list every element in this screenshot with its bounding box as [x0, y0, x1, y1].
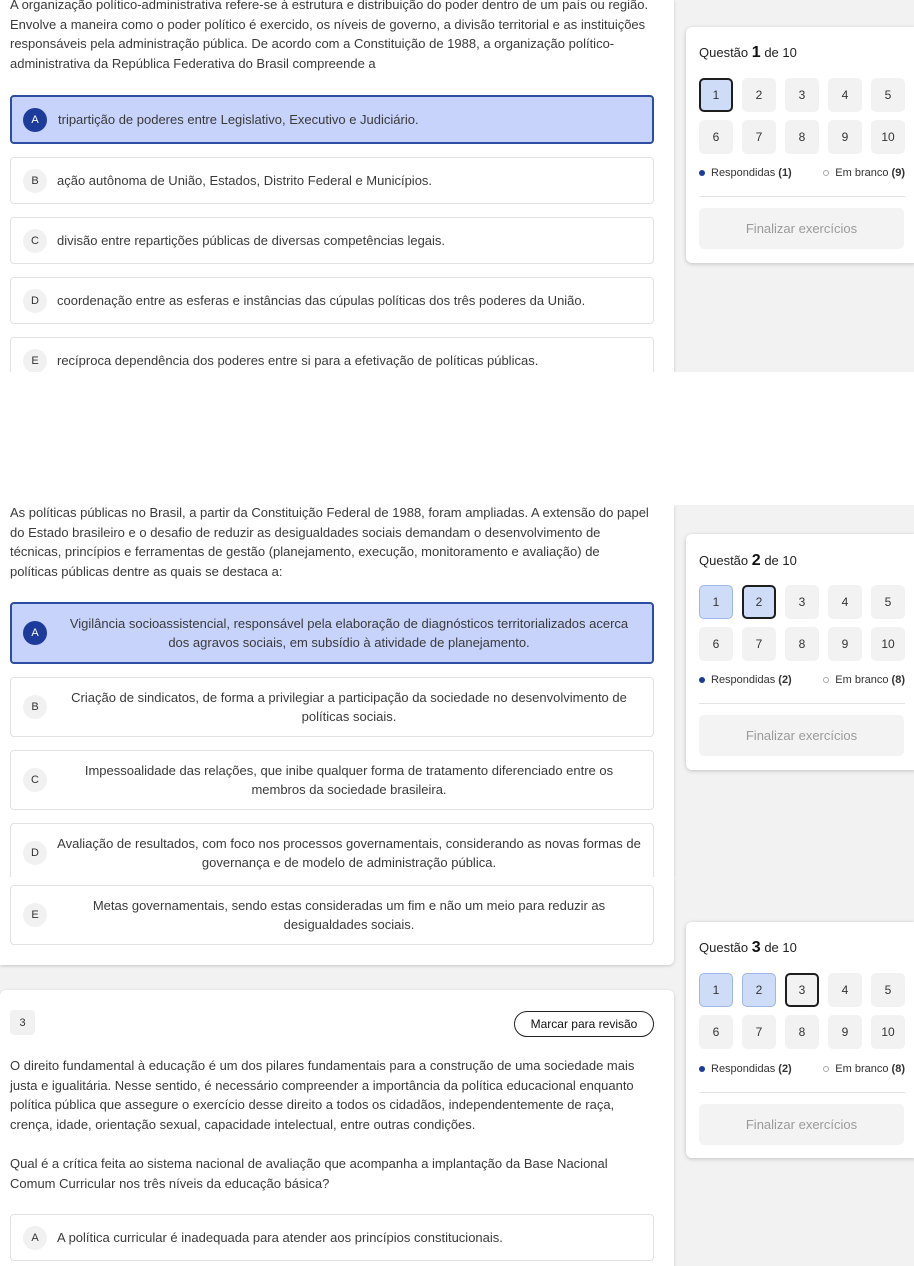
option-d[interactable] [10, 277, 654, 324]
option-letter: C [23, 229, 47, 253]
question-grid [699, 973, 905, 1049]
question-button-10[interactable]: 10 [871, 120, 905, 154]
option-text: divisão entre repartições públicas de diversas competências legais. [57, 232, 446, 248]
option-letter: B [23, 695, 47, 719]
question-button-4[interactable]: 4 [828, 78, 862, 112]
question-card [0, 990, 674, 1266]
divider [699, 703, 905, 704]
answered-legend: Respondidas (1) [699, 167, 792, 179]
option-letter: D [23, 841, 47, 865]
screenshot-segment-1 [0, 0, 914, 372]
question-button-5[interactable]: 5 [871, 78, 905, 112]
question-navigator-panel [686, 922, 914, 1158]
option-a[interactable] [10, 1214, 654, 1261]
question-number-badge: 3 [10, 1010, 35, 1035]
option-letter: D [23, 289, 47, 313]
question-button-1[interactable]: 1 [699, 78, 733, 112]
answer-legend [699, 674, 905, 686]
option-a[interactable] [10, 95, 654, 144]
panel-title: Questão 1 de 10 [699, 44, 797, 61]
option-letter: B [23, 169, 47, 193]
answered-legend: Respondidas (2) [699, 1063, 792, 1075]
option-c[interactable] [10, 217, 654, 264]
option-text: Criação de sindicatos, de forma a privilegiar a participação da sociedade no desenvolvimento de políticas sociais. [71, 689, 627, 724]
question-button-5[interactable]: 5 [871, 585, 905, 619]
current-question-number: 3 [751, 939, 761, 956]
blank-dot-icon [823, 170, 829, 176]
option-d[interactable] [10, 823, 654, 877]
question-button-4[interactable]: 4 [828, 973, 862, 1007]
finalize-button[interactable]: Finalizar exercícios [699, 1104, 904, 1145]
option-text: coordenação entre as esferas e instâncias das cúpulas políticas dos três poderes da União. [57, 292, 586, 308]
option-letter: E [23, 903, 47, 927]
panel-title: Questão 3 de 10 [699, 939, 797, 956]
option-text: ação autônoma de União, Estados, Distrito Federal e Municípios. [57, 172, 433, 188]
question-button-7[interactable]: 7 [742, 627, 776, 661]
question-button-3[interactable]: 3 [785, 973, 819, 1007]
answered-dot-icon [699, 170, 705, 176]
option-letter: C [23, 768, 47, 792]
question-button-9[interactable]: 9 [828, 1015, 862, 1049]
option-text: tripartição de poderes entre Legislativo, Executivo e Judiciário. [58, 111, 419, 127]
question-button-6[interactable]: 6 [699, 120, 733, 154]
finalize-button[interactable]: Finalizar exercícios [699, 208, 904, 249]
option-letter: E [23, 349, 47, 373]
question-card [0, 505, 674, 877]
option-c[interactable] [10, 750, 654, 810]
option-e[interactable] [10, 885, 654, 945]
question-prompt: A organização político-administrativa refere-se à estrutura e distribuição do poder dentro de um país ou região. Envolve a maneira como o poder político é exercido, os níveis de governo, a divisão territorial e as instituições responsáveis pela administração pública. De acordo com a Constituição de 1988, a organização político-administrativa da República Federativa do Brasil compreende a [10, 0, 649, 71]
question-button-2[interactable]: 2 [742, 973, 776, 1007]
option-letter: A [23, 621, 47, 645]
answered-dot-icon [699, 677, 705, 683]
question-button-8[interactable]: 8 [785, 1015, 819, 1049]
option-text: A política curricular é inadequada para atender aos princípios constitucionais. [57, 1229, 503, 1245]
question-button-9[interactable]: 9 [828, 627, 862, 661]
option-text: Metas governamentais, sendo estas consideradas um fim e não um meio para reduzir as desigualdades sociais. [92, 897, 606, 932]
question-navigator-panel [686, 27, 914, 263]
option-letter: A [23, 1226, 47, 1250]
option-e[interactable] [10, 337, 654, 372]
question-grid [699, 78, 905, 154]
question-button-8[interactable]: 8 [785, 120, 819, 154]
answered-legend: Respondidas (2) [699, 674, 792, 686]
blank-dot-icon [823, 1066, 829, 1072]
question-text: Qual é a crítica feita ao sistema nacional de avaliação que acompanha a implantação da Base Nacional Comum Curricular nos três níveis da educação básica? [10, 1156, 608, 1191]
question-button-2[interactable]: 2 [742, 78, 776, 112]
option-b[interactable] [10, 157, 654, 204]
divider [699, 196, 905, 197]
question-button-3[interactable]: 3 [785, 78, 819, 112]
question-card-end [0, 877, 674, 965]
screenshot-segment-2 [0, 505, 914, 877]
answered-dot-icon [699, 1066, 705, 1072]
option-text: Impessoalidade das relações, que inibe qualquer forma de tratamento diferenciado entre os membros da sociedade brasileira. [84, 762, 614, 797]
question-button-1[interactable]: 1 [699, 585, 733, 619]
option-letter: A [23, 108, 47, 132]
question-button-2[interactable]: 2 [742, 585, 776, 619]
question-button-6[interactable]: 6 [699, 1015, 733, 1049]
question-button-10[interactable]: 10 [871, 1015, 905, 1049]
question-prompt: O direito fundamental à educação é um dos pilares fundamentais para a construção de uma sociedade mais justa e igualitária. Nesse sentido, é necessário compreender a importância da política educacional enquanto política pública que assegure o exercício desse direito a todos os cidadãos, independentemente de raça, crença, idade, orientação sexual, capacidade intelectual, entre outras condições. [10, 1058, 635, 1132]
answer-legend [699, 1063, 905, 1075]
question-button-8[interactable]: 8 [785, 627, 819, 661]
option-b[interactable] [10, 677, 654, 737]
question-button-5[interactable]: 5 [871, 973, 905, 1007]
question-button-4[interactable]: 4 [828, 585, 862, 619]
mark-for-review-button[interactable]: Marcar para revisão [514, 1011, 654, 1037]
current-question-number: 2 [751, 552, 761, 569]
option-text: Avaliação de resultados, com foco nos processos governamentais, considerando as novas formas de governança e de modelo de administração pública. [57, 835, 641, 870]
question-button-7[interactable]: 7 [742, 120, 776, 154]
question-button-3[interactable]: 3 [785, 585, 819, 619]
answer-legend [699, 167, 905, 179]
divider [699, 1092, 905, 1093]
question-grid [699, 585, 905, 661]
question-card [0, 0, 674, 372]
finalize-button[interactable]: Finalizar exercícios [699, 715, 904, 756]
option-text: Vigilância socioassistencial, responsável pela elaboração de diagnósticos territorializados acerca dos agravos sociais, em subsídio à atividade de planejamento. [69, 615, 629, 650]
blank-dot-icon [823, 677, 829, 683]
option-text: recíproca dependência dos poderes entre si para a efetivação de políticas públicas. [57, 352, 539, 368]
question-button-7[interactable]: 7 [742, 1015, 776, 1049]
blank-legend: Em branco (8) [823, 674, 905, 686]
option-a[interactable] [10, 602, 654, 664]
question-button-1[interactable]: 1 [699, 973, 733, 1007]
question-button-9[interactable]: 9 [828, 120, 862, 154]
question-button-10[interactable]: 10 [871, 627, 905, 661]
blank-legend: Em branco (9) [823, 167, 905, 179]
question-navigator-panel [686, 534, 914, 770]
panel-title: Questão 2 de 10 [699, 552, 797, 569]
question-button-6[interactable]: 6 [699, 627, 733, 661]
question-prompt: As políticas públicas no Brasil, a partir da Constituição Federal de 1988, foram ampliadas. A extensão do papel do Estado brasileiro e o desafio de reduzir as desigualdades sociais demandam o desenvolvimento de técnicas, princípios e ferramentas de gestão (planejamento, execução, monitoramento e avaliação) de políticas públicas dentre as quais se destaca a: [10, 505, 649, 579]
screenshot-segment-3 [0, 877, 914, 1266]
current-question-number: 1 [751, 44, 761, 61]
blank-legend: Em branco (8) [823, 1063, 905, 1075]
